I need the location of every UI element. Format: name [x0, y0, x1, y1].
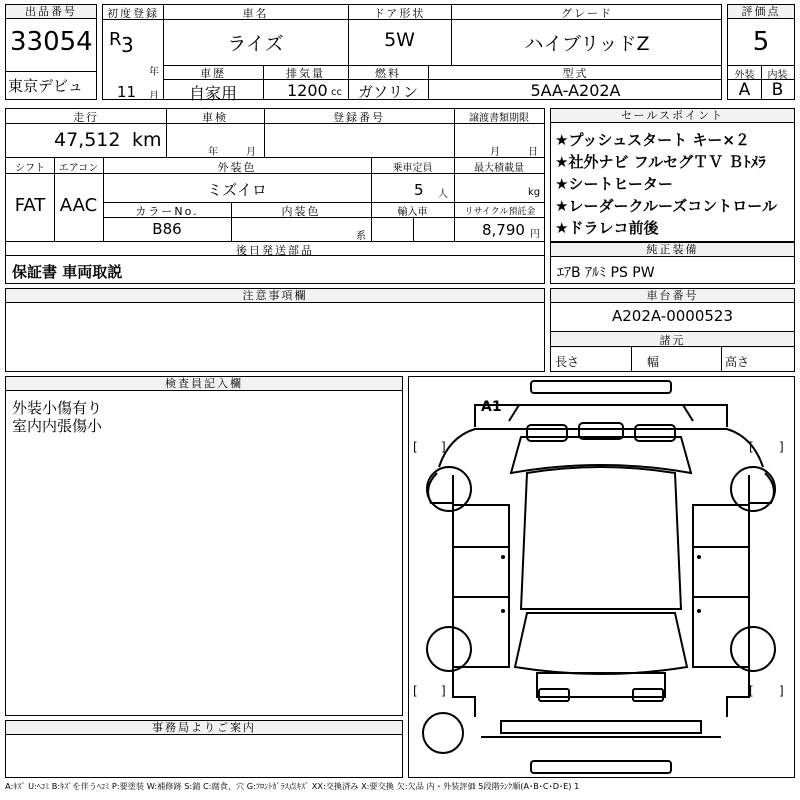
- svg-text:[: [: [413, 440, 418, 454]
- displacement: 1200: [287, 81, 328, 100]
- notes-label: 注意事項欄: [6, 289, 544, 303]
- docs-label: 後日発送部品: [236, 244, 314, 257]
- selling-point: ★レーダークルーズコントロール: [555, 197, 777, 215]
- ext-grade: A: [738, 80, 751, 100]
- notes-box: [5, 288, 545, 372]
- history: 自家用: [188, 84, 237, 103]
- transfer-label: 譲渡書類期限: [469, 113, 529, 124]
- score-label: 評価点: [728, 5, 794, 19]
- recycle: 8,790: [482, 221, 525, 239]
- capacity: 5: [414, 181, 424, 199]
- spec-box: [5, 108, 545, 284]
- inspect-label: 車検: [202, 111, 228, 124]
- import-label: 輸入車: [397, 207, 428, 218]
- color: ミズイロ: [207, 181, 267, 199]
- legend: A:ｷｽﾞ U:ﾍｺﾐ B:ｷｽﾞを伴うﾍｺﾐ P:要塗装 W:補修跡 S:錆 C:腐食、穴 G:ﾌﾛﾝﾄｶﾞﾗｽ点ｷｽﾞ XX:交換済み X:要交換 欠:欠品 内・外装評価 5段階ﾗﾝｸ順(A･B･C･D･E) 1: [5, 781, 580, 791]
- intcolor-unit: 系: [356, 231, 366, 242]
- model: 5AA-A202A: [530, 81, 621, 100]
- score: 5: [752, 27, 770, 57]
- recycle-label: リサイクル預託金: [464, 207, 536, 217]
- inspect-month-unit: 月: [246, 147, 256, 158]
- reg-year-unit: 年: [149, 67, 159, 78]
- recycle-unit: 円: [530, 229, 540, 240]
- int-grade: B: [771, 80, 784, 100]
- damage-mark: A1: [481, 399, 502, 415]
- lot-box: [5, 4, 97, 100]
- svg-text:]: ]: [779, 684, 784, 698]
- office-box: [5, 720, 403, 778]
- model-label: 型式: [562, 67, 589, 80]
- load-label: 最大積載量: [474, 163, 524, 174]
- history-label: 車歴: [200, 67, 226, 80]
- width-label: 幅: [647, 355, 660, 369]
- disp-unit: cc: [331, 87, 342, 98]
- lot-label: 出品番号: [6, 5, 96, 19]
- inspect-year-unit: 年: [208, 147, 218, 158]
- capacity-label: 乗車定員: [392, 163, 433, 174]
- intcolor-label: 内装色: [281, 205, 321, 218]
- selling-point: ★プッシュスタート キー×２: [555, 131, 750, 149]
- ac: AAC: [59, 195, 98, 216]
- svg-text:]: ]: [441, 684, 446, 698]
- spec-label: 諸元: [551, 332, 794, 348]
- grade-label: グレード: [561, 7, 613, 20]
- chassis-number: A202A-0000523: [611, 307, 734, 325]
- length-label: 長さ: [555, 355, 580, 369]
- reg-year: 3: [121, 33, 134, 57]
- fuel-label: 燃料: [375, 67, 401, 80]
- svg-text:[: [: [413, 684, 418, 698]
- int-label: 内装: [767, 70, 788, 81]
- disp-label: 排気量: [286, 67, 325, 80]
- svg-text:[: [: [749, 684, 754, 698]
- svg-text:]: ]: [441, 440, 446, 454]
- colorno-label: カラーNo.: [135, 205, 199, 218]
- shift: FAT: [14, 195, 46, 216]
- inspector-line: 外装小傷有り: [12, 399, 103, 417]
- name-label: 車名: [242, 7, 269, 20]
- ac-label: エアコン: [58, 163, 99, 174]
- transfer-month-unit: 月: [490, 147, 500, 158]
- chassis-label: 車台番号: [551, 289, 794, 303]
- car-name: ライズ: [227, 33, 284, 55]
- mileage: 47,512: [54, 129, 121, 151]
- svg-text:[: [: [749, 440, 754, 454]
- score-box: [727, 4, 795, 100]
- venue: 東京デビュ: [8, 77, 84, 95]
- capacity-unit: 人: [438, 189, 448, 200]
- reg-month-unit: 月: [149, 91, 159, 102]
- door-type: 5W: [384, 29, 415, 51]
- equip-box: [550, 242, 795, 284]
- reg-era: R: [109, 29, 122, 50]
- shift-label: シフト: [15, 163, 45, 174]
- fuel: ガソリン: [357, 83, 418, 101]
- ext-label: 外装: [734, 70, 755, 81]
- registration-box: [102, 4, 722, 103]
- inspector-label: 検査員記入欄: [6, 377, 402, 391]
- equip: ｴｱB ｱﾙﾐ PS PW: [557, 265, 655, 281]
- transfer-day-unit: 日: [528, 147, 538, 158]
- office-label: 事務局よりご案内: [6, 721, 402, 735]
- svg-text:]: ]: [779, 440, 784, 454]
- car-outline-icon: [409, 377, 794, 777]
- mileage-label: 走行: [73, 111, 99, 124]
- chassis-box: [550, 288, 795, 372]
- door-label: ドア形状: [373, 7, 426, 20]
- grade: ハイブリッドZ: [524, 33, 650, 55]
- height-label: 高さ: [725, 355, 750, 369]
- color-label: 外装色: [217, 161, 257, 174]
- plate-label: 登録番号: [333, 111, 385, 124]
- selling-point: ★ドラレコ前後: [555, 219, 659, 237]
- mileage-unit: km: [132, 129, 162, 151]
- lot-number: 33054: [10, 27, 93, 57]
- selling-box: [550, 108, 795, 242]
- equip-label: 純正装備: [551, 243, 794, 257]
- inspector-box: [5, 376, 403, 716]
- load-unit: kg: [528, 187, 541, 198]
- inspector-line: 室内内張傷小: [12, 417, 103, 435]
- selling-label: セールスポイント: [551, 109, 794, 123]
- selling-point: ★シートヒーター: [555, 175, 673, 193]
- colorno: B86: [152, 220, 182, 238]
- docs: 保証書 車両取説: [12, 263, 123, 281]
- selling-point: ★社外ナビ フルセグＴＶ Ｂﾄﾒﾗ: [555, 153, 766, 171]
- reg-label: 初度登録: [107, 7, 159, 20]
- reg-month: 11: [117, 83, 137, 101]
- car-diagram: [408, 376, 795, 778]
